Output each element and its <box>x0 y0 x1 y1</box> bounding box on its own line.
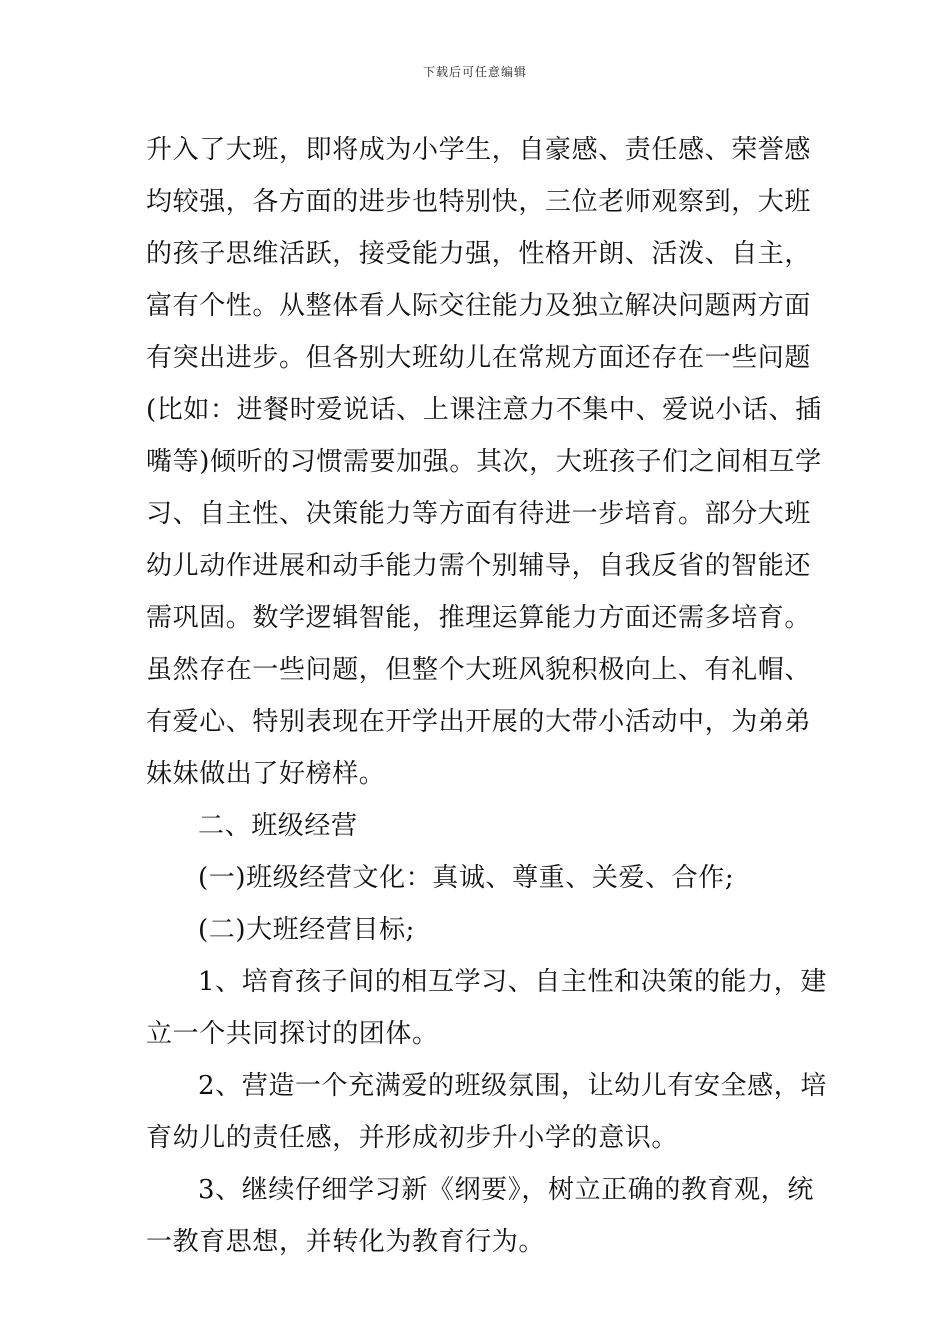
text-line: 虽然存在一些问题，但整个大班风貌积极向上、有礼帽、 <box>146 655 812 685</box>
document-body <box>146 124 827 1268</box>
text-line: 有爱心、特别表现在开学出开展的大带小活动中，为弟弟 <box>146 707 812 737</box>
text-line: 富有个性。从整体看人际交往能力及独立解决问题两方面 <box>146 291 812 321</box>
text-line: 升入了大班，即将成为小学生，自豪感、责任感、荣誉感 <box>146 135 812 165</box>
section-item-culture: (一)班级经营文化：真诚、尊重、关爱、合作; <box>198 863 735 893</box>
goal-paragraph-1 <box>146 956 827 1060</box>
text-line: 3、继续仔细学习新《纲要》，树立正确的教育观，统 <box>198 1175 814 1205</box>
text-line: 育幼儿的责任感，并形成初步升小学的意识。 <box>146 1123 679 1153</box>
section-item-goals: (二)大班经营目标; <box>198 915 416 945</box>
text-line: (比如：进餐时爱说话、上课注意力不集中、爱说小话、插 <box>146 395 822 425</box>
header-note: 下载后可任意编辑 <box>422 65 527 79</box>
goal-paragraph-3 <box>146 1164 814 1268</box>
section-heading: 二、班级经营 <box>198 811 358 841</box>
text-line: 立一个共同探讨的团体。 <box>146 1019 439 1049</box>
text-line: 幼儿动作进展和动手能力需个别辅导，自我反省的智能还 <box>146 551 812 581</box>
paragraph-class-overview <box>146 124 822 800</box>
text-line: 一教育思想，并转化为教育行为。 <box>146 1227 546 1257</box>
text-line: 均较强，各方面的进步也特别快，三位老师观察到，大班 <box>146 187 812 217</box>
text-line: 2、营造一个充满爱的班级氛围，让幼儿有安全感，培 <box>198 1071 827 1101</box>
text-line: 需巩固。数学逻辑智能，推理运算能力方面还需多培育。 <box>146 603 812 633</box>
text-line: 习、自主性、决策能力等方面有待进一步培育。部分大班 <box>146 499 812 529</box>
text-line: 嘴等)倾听的习惯需要加强。其次，大班孩子们之间相互学 <box>146 447 822 477</box>
goal-paragraph-2 <box>146 1060 827 1164</box>
text-line: 的孩子思维活跃，接受能力强，性格开朗、活泼、自主， <box>146 239 812 269</box>
text-line: 1、培育孩子间的相互学习、自主性和决策的能力，建 <box>198 967 827 997</box>
text-line: 有突出进步。但各别大班幼儿在常规方面还存在一些问题 <box>146 343 812 373</box>
text-line: 妹妹做出了好榜样。 <box>146 759 386 789</box>
